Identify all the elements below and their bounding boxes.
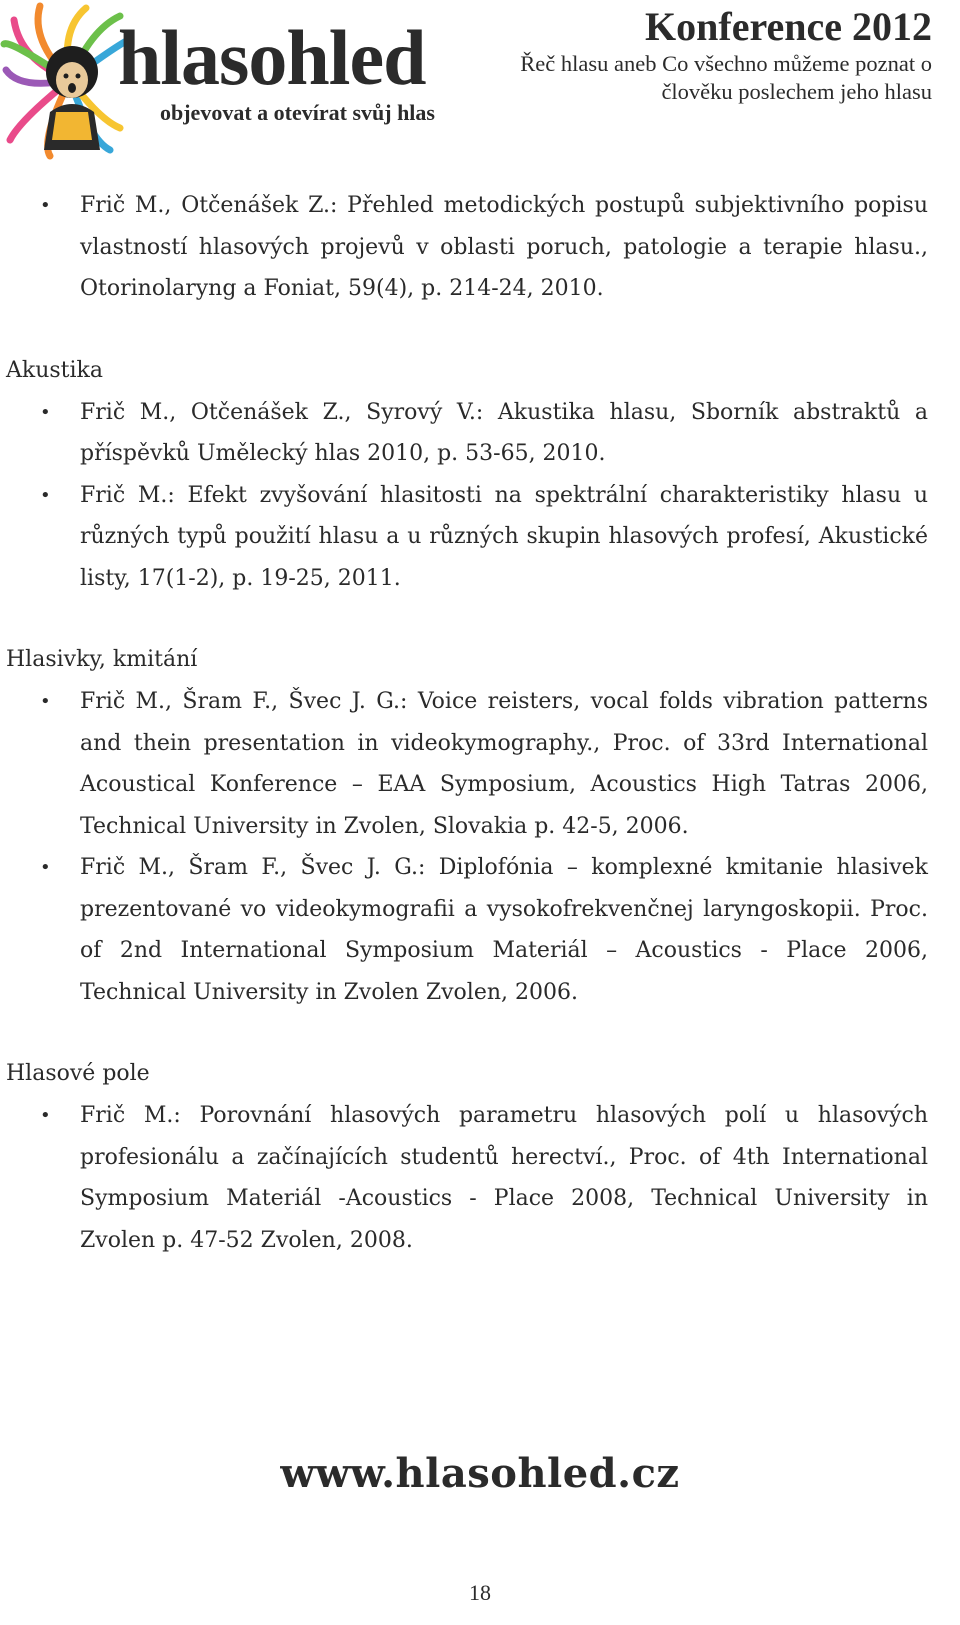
reference-text: Frič M.: Efekt zvyšování hlasitosti na spektrální charakteristiky hlasu u různých typů použití hlasu a u různých skupin hlasových profesí, Akustické listy, 17(1-2), p. 19-25, 2011. [80, 482, 928, 591]
conference-title: Konference 2012 [645, 4, 932, 49]
section-title-hlasivky: Hlasivky, kmitání [6, 647, 198, 672]
section-gap [0, 599, 960, 639]
page-header [0, 0, 960, 170]
reference-text: Frič M., Otčenášek Z.: Přehled metodických postupů subjektivního popisu vlastností hlasových projevů v oblasti poruch, patologie a terapie hlasu., Otorinolaryng a Foniat, 59(4), p. 214-24, 2010. [80, 193, 928, 301]
bullet-icon: • [40, 691, 51, 712]
reference-item [0, 1095, 960, 1261]
conference-subtitle: Řeč hlasu aneb Co všechno můžeme poznat o člověku poslechem jeho hlasu [520, 51, 932, 104]
reference-list-hlasove-pole [0, 1095, 960, 1261]
bullet-icon: • [40, 401, 51, 423]
reference-list-hlasivky [0, 681, 960, 1013]
reference-item [0, 847, 960, 1013]
section-title-akustika: Akustika [6, 357, 104, 383]
logo-tagline: objevovat a otevírat svůj hlas [160, 100, 435, 125]
section-title-hlasove-pole: Hlasové pole [6, 1061, 150, 1086]
footer-website-link[interactable]: www.hlasohled.cz [280, 1450, 680, 1497]
bullet-icon: • [40, 484, 51, 506]
reference-text: Frič M., Šram F., Švec J. G.: Diplofónia – komplexné kmitanie hlasivek prezentované vo videokymografii a vysokofrekvenčnej laryngoskopii. Proc. of 2nd International Symposium Materiál – Acoustics - Place 2006, Technical University in Zvolen Zvolen, 2006. [80, 855, 928, 1005]
reference-item [0, 681, 960, 847]
bullet-icon: • [40, 1105, 51, 1126]
reference-item [0, 392, 960, 475]
section-gap [0, 310, 960, 350]
page-number: 18 [469, 1580, 491, 1605]
reference-item [0, 185, 960, 310]
logo-wordmark: hlasohled [118, 14, 426, 101]
reference-item [0, 475, 960, 600]
conference-block [512, 4, 932, 106]
reference-text: Frič M.: Porovnání hlasových parametru hlasových polí u hlasových profesionálu a začínajících studentů herectví., Proc. of 4th International Symposium Materiál -Acoustics - Place 2008, Technical University in Zvolen p. 47-52 Zvolen, 2008. [80, 1103, 928, 1253]
references-content [0, 185, 960, 1261]
hlasohled-logo [0, 0, 480, 160]
section-gap [0, 1013, 960, 1053]
reference-text: Frič M., Otčenášek Z., Syrový V.: Akustika hlasu, Sborník abstraktů a příspěvků Umělecký hlas 2010, p. 53-65, 2010. [80, 399, 928, 466]
bullet-icon: • [40, 857, 51, 878]
reference-list-akustika [0, 392, 960, 600]
reference-text: Frič M., Šram F., Švec J. G.: Voice reisters, vocal folds vibration patterns and thein presentation in videokymography., Proc. of 33rd International Acoustical Konference – EAA Symposium, Acoustics High Tatras 2006, Technical University in Zvolen, Slovakia p. 42-5, 2006. [80, 689, 928, 839]
intro-reference-list [0, 185, 960, 310]
bullet-icon: • [40, 195, 51, 216]
